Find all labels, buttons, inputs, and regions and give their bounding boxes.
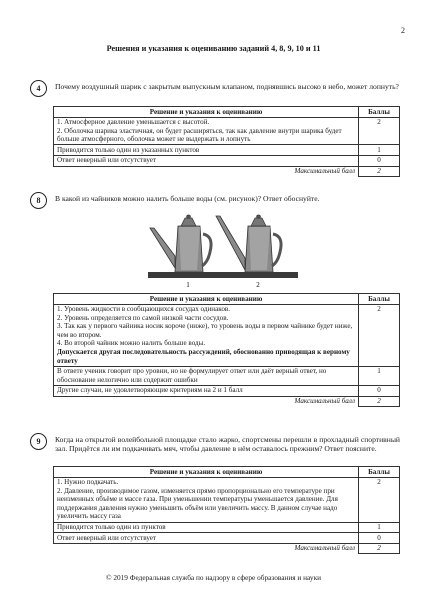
- teapot-label-1: 1: [186, 281, 190, 288]
- points-header: Баллы: [359, 294, 400, 305]
- teapot-label-2: 2: [256, 281, 260, 288]
- criteria-text: Другие случаи, не удовлетворяющие критериям на 2 и 1 балл: [54, 385, 359, 396]
- criteria-points: 0: [359, 533, 400, 544]
- points-header: Баллы: [359, 467, 400, 478]
- criteria-points: 1: [359, 145, 400, 156]
- max-score-value: 2: [359, 543, 400, 554]
- answer-table: [53, 106, 400, 177]
- solution-cell: [54, 304, 359, 366]
- document-title: Решения и указания к оцениванию заданий 4, 8, 9, 10 и 11: [106, 44, 321, 53]
- task-number-badge: 4: [30, 80, 47, 97]
- answer-table: [53, 293, 400, 407]
- criteria-text: В ответе ученик говорит про уровни, но не формулирует ответ или даёт верный ответ, но обоснование нелогично или содержит ошибки: [54, 366, 359, 385]
- solution-cell: [54, 477, 359, 522]
- criteria-points: 0: [359, 385, 400, 396]
- solution-cell: [54, 117, 359, 145]
- solution-line: 3. Так как у первого чайника носик короче (ниже), то уровень воды в первом чайнике будет ниже, чем во втором.: [57, 322, 353, 339]
- teapots-figure: [148, 208, 298, 288]
- points-header: Баллы: [359, 107, 400, 118]
- page-footer: © 2019 Федеральная служба по надзору в сфере образования и науки: [105, 573, 322, 582]
- solution-header: Решение и указания к оцениванию: [54, 467, 359, 478]
- solution-header: Решение и указания к оцениванию: [54, 107, 359, 118]
- solution-line: 2. Давление, производимое газом, изменяется прямо пропорционально его температуре при неизменных объёме и массе газа. При уменьшении температуры уменьшается давление. Для поддержания давления нужно уменьшить объём или увеличить массу. В данном случае надо увеличить массу газа: [57, 486, 338, 521]
- criteria-points: 1: [359, 366, 400, 385]
- solution-line: 1. Уровень жидкости в сообщающихся сосудах одинаков.: [57, 305, 231, 314]
- solution-line: 2. Уровень определяется по самой низкой части сосудов.: [57, 313, 229, 322]
- max-score-label: Максимальный балл: [294, 397, 355, 406]
- solution-header: Решение и указания к оцениванию: [54, 294, 359, 305]
- solution-points: 2: [359, 117, 400, 145]
- solution-line: 1. Нужно подкачать.: [57, 478, 119, 487]
- max-score-value: 2: [359, 396, 400, 407]
- teapots-base: [148, 272, 298, 278]
- answer-table: [53, 466, 400, 554]
- solution-points: 2: [359, 477, 400, 522]
- solution-points: 2: [359, 304, 400, 366]
- task-number-badge: 9: [30, 433, 47, 450]
- task-question: Когда на открытой волейбольной площадке стало жарко, спортсмены перешли в прохладный спортивный зал. Придётся ли им подкачивать мяч, чтобы давление в нём оставалось прежним? Ответ поясните.: [55, 435, 400, 454]
- criteria-text: Приводится только один из указанных пунктов: [54, 145, 359, 156]
- task-question: Почему воздушный шарик с закрытым выпускным клапаном, поднявшись высоко в небо, может лопнуть?: [55, 82, 399, 91]
- criteria-text: Ответ неверный или отсутствует: [54, 533, 359, 544]
- task-number-badge: 8: [30, 192, 47, 209]
- teapot-1: [150, 215, 211, 272]
- solution-line: 2. Оболочка шарика эластичная, он будет расширяться, так как давление внутри шарика будет больше атмосферного, оболочка может не выдержать и лопнуть: [57, 126, 342, 144]
- solution-line: 4. Во второй чайник можно налить больше воды.: [57, 339, 206, 348]
- solution-note: Допускается другая последовательность рассуждений, обоснованно приводящая к верному ответу: [57, 348, 350, 365]
- criteria-text: Ответ неверный или отсутствует: [54, 155, 359, 166]
- criteria-points: 0: [359, 155, 400, 166]
- page-number: 2: [401, 26, 405, 35]
- criteria-points: 1: [359, 522, 400, 533]
- criteria-text: Приводится только один из пунктов: [54, 522, 359, 533]
- solution-line: 1. Атмосферное давление уменьшается с высотой.: [57, 118, 210, 127]
- max-score-label: Максимальный балл: [294, 167, 355, 176]
- teapot-2: [216, 215, 281, 272]
- max-score-value: 2: [359, 166, 400, 177]
- task-question: В какой из чайников можно налить больше воды (см. рисунок)? Ответ обоснуйте.: [55, 194, 320, 203]
- max-score-label: Максимальный балл: [294, 544, 355, 553]
